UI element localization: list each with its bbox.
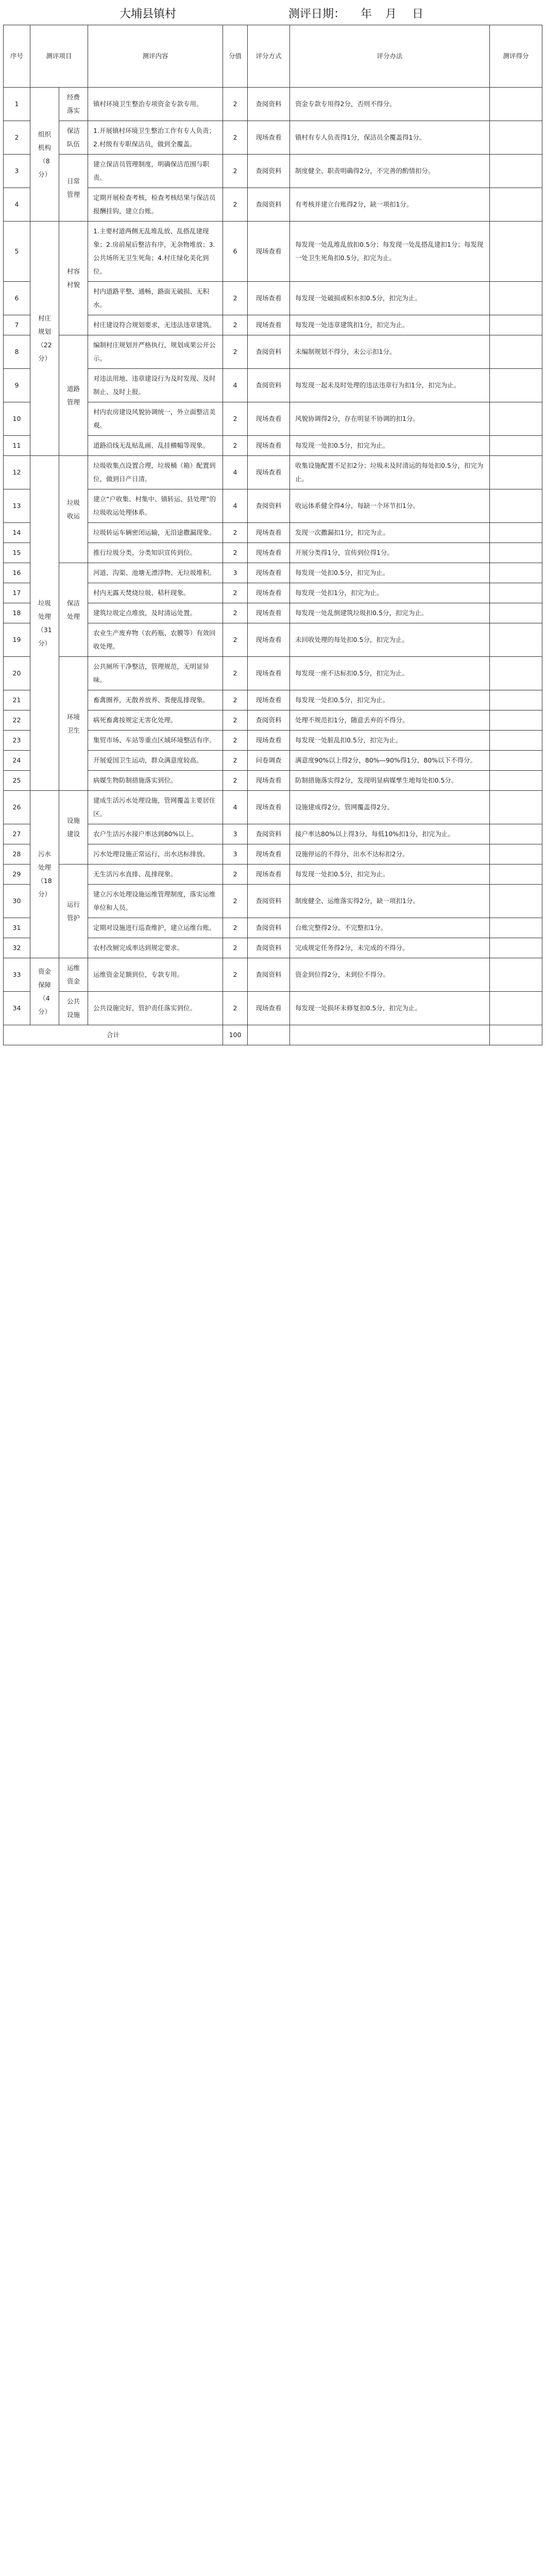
row-score-cell xyxy=(490,918,542,938)
row-content: 集贸市场、车站等重点区域环境整洁有序。 xyxy=(88,731,223,751)
score-table xyxy=(3,25,542,1045)
row-score-cell xyxy=(490,824,542,844)
row-points: 2 xyxy=(223,523,248,543)
row-method: 现场查看 xyxy=(248,992,290,1025)
row-content: 定期对设施进行巡查维护，建立运维台账。 xyxy=(88,918,223,938)
col-content: 测评内容 xyxy=(88,25,223,88)
row-rules: 资金专款专用得2分，否则不得分。 xyxy=(290,88,490,121)
row-score-cell xyxy=(490,690,542,710)
row-number: 10 xyxy=(4,402,30,436)
row-number: 9 xyxy=(4,369,30,402)
subcategory-label: 道路管理 xyxy=(59,335,88,456)
row-rules: 接户率达80%以上得3分，每低10%扣1分，扣完为止。 xyxy=(290,824,490,844)
row-score-cell xyxy=(490,751,542,771)
row-rules: 制度健全、职责明确得2分，不完善的酌情扣分。 xyxy=(290,155,490,188)
row-rules: 每发现一处脏乱扣0.5分，扣完为止。 xyxy=(290,731,490,751)
row-score-cell xyxy=(490,771,542,791)
row-rules: 镇村有专人负责得1分，保洁员全覆盖得1分。 xyxy=(290,121,490,155)
row-points: 6 xyxy=(223,222,248,282)
row-score-cell xyxy=(490,731,542,751)
row-score-cell xyxy=(490,155,542,188)
row-points: 4 xyxy=(223,489,248,523)
row-points: 2 xyxy=(223,771,248,791)
row-content: 1.开展镇村环境卫生整治工作有专人负责；2.村级有专职保洁员，做到全覆盖。 xyxy=(88,121,223,155)
subcategory-label: 环境卫生 xyxy=(59,657,88,791)
row-rules: 未编制规划不得分，未公示扣1分。 xyxy=(290,335,490,369)
row-method: 现场查看 xyxy=(248,282,290,315)
total-label: 合计 xyxy=(4,1025,223,1045)
row-number: 7 xyxy=(4,315,30,335)
row-number: 5 xyxy=(4,222,30,282)
total-method-cell xyxy=(248,1025,290,1045)
row-points: 2 xyxy=(223,282,248,315)
col-score: 测评得分 xyxy=(490,25,542,88)
row-points: 2 xyxy=(223,690,248,710)
section-label: 污水处理（18分） xyxy=(30,791,59,958)
row-content: 农业生产废弃物（农药瓶、农膜等）有效回收处理。 xyxy=(88,623,223,657)
row-method: 现场查看 xyxy=(248,402,290,436)
row-method: 现场查看 xyxy=(248,563,290,583)
row-score-cell xyxy=(490,563,542,583)
row-method: 查阅资料 xyxy=(248,710,290,731)
row-score-cell xyxy=(490,958,542,992)
row-method: 查阅资料 xyxy=(248,489,290,523)
row-rules: 开展分类得1分，宣传到位得1分。 xyxy=(290,543,490,563)
row-points: 4 xyxy=(223,456,248,489)
row-number: 8 xyxy=(4,335,30,369)
row-rules: 资金到位得2分，未到位不得分。 xyxy=(290,958,490,992)
table-row xyxy=(4,155,542,188)
row-number: 2 xyxy=(4,121,30,155)
row-method: 现场查看 xyxy=(248,543,290,563)
row-content: 河道、沟渠、池塘无漂浮物、无垃圾堆积。 xyxy=(88,563,223,583)
total-row xyxy=(4,1025,542,1045)
row-number: 19 xyxy=(4,623,30,657)
col-no: 序号 xyxy=(4,25,30,88)
row-rules: 每发现一处扣0.5分，扣完为止。 xyxy=(290,690,490,710)
row-rules: 每发现一座不达标扣0.5分，扣完为止。 xyxy=(290,657,490,690)
row-score-cell xyxy=(490,992,542,1025)
row-content: 村内农房建设风貌协调统一，外立面整洁美观。 xyxy=(88,402,223,436)
row-method: 现场查看 xyxy=(248,731,290,751)
row-score-cell xyxy=(490,523,542,543)
row-score-cell xyxy=(490,88,542,121)
row-points: 4 xyxy=(223,791,248,824)
row-score-cell xyxy=(490,791,542,824)
row-content: 村庄建设符合规划要求，无违法违章建筑。 xyxy=(88,315,223,335)
col-rules: 评分办法 xyxy=(290,25,490,88)
row-content: 无生活污水直排、乱排现象。 xyxy=(88,865,223,885)
row-content: 公共厕所干净整洁，管理规范，无明显异味。 xyxy=(88,657,223,690)
row-number: 33 xyxy=(4,958,30,992)
row-rules: 处理不规范扣1分，随意丢弃的不得分。 xyxy=(290,710,490,731)
row-content: 道路沿线无乱贴乱画、乱挂横幅等现象。 xyxy=(88,436,223,456)
row-number: 14 xyxy=(4,523,30,543)
row-content: 农村改厕完成率达到规定要求。 xyxy=(88,938,223,958)
row-number: 34 xyxy=(4,992,30,1025)
row-content: 建成生活污水处理设施，管网覆盖主要居住区。 xyxy=(88,791,223,824)
row-method: 现场查看 xyxy=(248,657,290,690)
row-points: 2 xyxy=(223,583,248,603)
row-content: 污水处理设施正常运行，出水达标排放。 xyxy=(88,844,223,865)
row-content: 农户生活污水接户率达到80%以上。 xyxy=(88,824,223,844)
row-rules: 每发现一处扣1分，扣完为止。 xyxy=(290,583,490,603)
row-method: 现场查看 xyxy=(248,456,290,489)
subcategory-label: 运维资金 xyxy=(59,958,88,992)
row-number: 3 xyxy=(4,155,30,188)
row-rules: 每发现一起未及时处理的违法违章行为扣1分，扣完为止。 xyxy=(290,369,490,402)
row-rules: 每发现一处扣0.5分，扣完为止。 xyxy=(290,865,490,885)
row-method: 查阅资料 xyxy=(248,155,290,188)
row-method: 查阅资料 xyxy=(248,958,290,992)
row-number: 13 xyxy=(4,489,30,523)
row-rules: 设施停运的不得分，出水不达标扣2分。 xyxy=(290,844,490,865)
table-row xyxy=(4,563,542,583)
row-score-cell xyxy=(490,456,542,489)
row-content: 开展爱国卫生运动，群众满意度较高。 xyxy=(88,751,223,771)
row-points: 2 xyxy=(223,710,248,731)
row-number: 15 xyxy=(4,543,30,563)
row-number: 6 xyxy=(4,282,30,315)
row-number: 18 xyxy=(4,603,30,623)
row-content: 垃圾收集点设置合理，垃圾桶（箱）配置到位，做到日产日清。 xyxy=(88,456,223,489)
subcategory-label: 保洁队伍 xyxy=(59,121,88,155)
row-rules: 每发现一处扣0.5分，扣完为止。 xyxy=(290,436,490,456)
row-method: 现场查看 xyxy=(248,603,290,623)
row-score-cell xyxy=(490,938,542,958)
row-number: 21 xyxy=(4,690,30,710)
month-label: 月 xyxy=(385,8,397,21)
table-row xyxy=(4,865,542,885)
table-row xyxy=(4,992,542,1025)
row-method: 查阅资料 xyxy=(248,918,290,938)
section-label: 村庄规划（22分） xyxy=(30,222,59,456)
row-content: 定期开展检查考核，检查考核结果与保洁员报酬挂钩，建立台账。 xyxy=(88,188,223,222)
day-label: 日 xyxy=(412,8,424,21)
row-content: 村内道路平整、通畅，路面无破损、无积水。 xyxy=(88,282,223,315)
row-method: 查阅资料 xyxy=(248,369,290,402)
row-method: 现场查看 xyxy=(248,623,290,657)
row-content: 病死畜禽按规定无害化处理。 xyxy=(88,710,223,731)
row-content: 垃圾转运车辆密闭运输，无沿途撒漏现象。 xyxy=(88,523,223,543)
row-method: 查阅资料 xyxy=(248,824,290,844)
row-points: 2 xyxy=(223,751,248,771)
subcategory-label: 经费落实 xyxy=(59,88,88,121)
row-number: 32 xyxy=(4,938,30,958)
row-points: 2 xyxy=(223,121,248,155)
total-rules-cell xyxy=(290,1025,490,1045)
row-method: 查阅资料 xyxy=(248,188,290,222)
table-row xyxy=(4,791,542,824)
row-points: 2 xyxy=(223,88,248,121)
row-rules: 完成规定任务得2分，未完成的不得分。 xyxy=(290,938,490,958)
row-points: 2 xyxy=(223,885,248,918)
row-points: 3 xyxy=(223,824,248,844)
row-score-cell xyxy=(490,489,542,523)
row-method: 查阅资料 xyxy=(248,335,290,369)
row-number: 25 xyxy=(4,771,30,791)
table-row xyxy=(4,121,542,155)
row-points: 2 xyxy=(223,623,248,657)
section-label: 垃圾处理（31分） xyxy=(30,456,59,791)
row-rules: 台账完整得2分，不完整扣1分。 xyxy=(290,918,490,938)
row-score-cell xyxy=(490,844,542,865)
row-content: 村内无露天焚烧垃圾、秸秆现象。 xyxy=(88,583,223,603)
row-score-cell xyxy=(490,188,542,222)
row-score-cell xyxy=(490,436,542,456)
row-points: 2 xyxy=(223,436,248,456)
row-method: 现场查看 xyxy=(248,865,290,885)
row-method: 查阅资料 xyxy=(248,88,290,121)
row-content: 镇村环境卫生整治专项资金专款专用。 xyxy=(88,88,223,121)
row-points: 2 xyxy=(223,938,248,958)
row-points: 2 xyxy=(223,992,248,1025)
row-rules: 满意度90%以上得2分，80%—90%得1分，80%以下不得分。 xyxy=(290,751,490,771)
row-points: 2 xyxy=(223,958,248,992)
row-content: 1.主要村道两侧无乱堆乱放、乱搭乱建现象；2.房前屋后整洁有序，无杂物堆放；3.公共场所无卫生死角；4.村庄绿化美化到位。 xyxy=(88,222,223,282)
row-score-cell xyxy=(490,282,542,315)
row-points: 2 xyxy=(223,731,248,751)
row-points: 3 xyxy=(223,844,248,865)
row-score-cell xyxy=(490,623,542,657)
row-score-cell xyxy=(490,369,542,402)
row-score-cell xyxy=(490,222,542,282)
row-number: 20 xyxy=(4,657,30,690)
row-score-cell xyxy=(490,657,542,690)
row-content: 对违法用地、违章建设行为及时发现、及时制止、及时上报。 xyxy=(88,369,223,402)
row-rules: 每发现一处违章建筑扣1分，扣完为止。 xyxy=(290,315,490,335)
row-score-cell xyxy=(490,603,542,623)
subcategory-label: 日常管理 xyxy=(59,155,88,222)
row-content: 建立“户收集、村集中、镇转运、县处理”的垃圾收运处理体系。 xyxy=(88,489,223,523)
table-row xyxy=(4,958,542,992)
row-content: 编制村庄规划并严格执行，规划成果公开公示。 xyxy=(88,335,223,369)
row-points: 2 xyxy=(223,603,248,623)
row-number: 29 xyxy=(4,865,30,885)
row-points: 2 xyxy=(223,402,248,436)
subcategory-label: 垃圾收运 xyxy=(59,456,88,563)
row-method: 现场查看 xyxy=(248,121,290,155)
row-content: 建筑垃圾定点堆放，及时清运处置。 xyxy=(88,603,223,623)
village-title: 大埔县镇村 xyxy=(120,8,177,21)
row-method: 现场查看 xyxy=(248,844,290,865)
row-number: 27 xyxy=(4,824,30,844)
row-number: 31 xyxy=(4,918,30,938)
row-number: 17 xyxy=(4,583,30,603)
subcategory-label: 运行管护 xyxy=(59,865,88,958)
section-label: 资金保障（4分） xyxy=(30,958,59,1025)
row-number: 28 xyxy=(4,844,30,865)
row-score-cell xyxy=(490,315,542,335)
row-points: 2 xyxy=(223,335,248,369)
row-score-cell xyxy=(490,710,542,731)
row-rules: 每发现一处损坏未修复扣0.5分，扣完为止。 xyxy=(290,992,490,1025)
row-method: 现场查看 xyxy=(248,222,290,282)
row-method: 现场查看 xyxy=(248,436,290,456)
row-rules: 设施建成得2分，管网覆盖得2分。 xyxy=(290,791,490,824)
header-row xyxy=(4,25,542,88)
table-row xyxy=(4,88,542,121)
total-score-cell xyxy=(490,1025,542,1045)
row-score-cell xyxy=(490,543,542,563)
row-content: 运维资金足额到位，专款专用。 xyxy=(88,958,223,992)
row-rules: 制度健全、运维落实得2分，缺一项扣1分。 xyxy=(290,885,490,918)
row-points: 2 xyxy=(223,543,248,563)
row-points: 2 xyxy=(223,918,248,938)
row-rules: 收集设施配置不足扣2分；垃圾未及时清运的每处扣0.5分，扣完为止。 xyxy=(290,456,490,489)
row-points: 2 xyxy=(223,155,248,188)
row-method: 现场查看 xyxy=(248,523,290,543)
row-number: 12 xyxy=(4,456,30,489)
row-number: 4 xyxy=(4,188,30,222)
row-points: 2 xyxy=(223,188,248,222)
row-number: 16 xyxy=(4,563,30,583)
row-rules: 发现一次撒漏扣1分，扣完为止。 xyxy=(290,523,490,543)
row-score-cell xyxy=(490,402,542,436)
row-content: 病媒生物防制措施落实到位。 xyxy=(88,771,223,791)
row-number: 24 xyxy=(4,751,30,771)
row-rules: 有考核并建立台账得2分，缺一项扣1分。 xyxy=(290,188,490,222)
row-score-cell xyxy=(490,335,542,369)
subcategory-label: 公共设施 xyxy=(59,992,88,1025)
date-label: 测评日期： xyxy=(288,8,346,21)
row-number: 22 xyxy=(4,710,30,731)
total-points: 100 xyxy=(223,1025,248,1045)
row-method: 现场查看 xyxy=(248,791,290,824)
subcategory-label: 保洁处理 xyxy=(59,563,88,657)
row-score-cell xyxy=(490,583,542,603)
row-content: 推行垃圾分类，分类知识宣传到位。 xyxy=(88,543,223,563)
year-label: 年 xyxy=(361,8,372,21)
row-points: 2 xyxy=(223,865,248,885)
section-label: 组织机构（8分） xyxy=(30,88,59,222)
table-row xyxy=(4,222,542,282)
row-method: 现场查看 xyxy=(248,690,290,710)
row-rules: 收运体系健全得4分，每缺一个环节扣1分。 xyxy=(290,489,490,523)
row-number: 11 xyxy=(4,436,30,456)
row-content: 建立污水处理设施运维管理制度，落实运维单位和人员。 xyxy=(88,885,223,918)
table-row xyxy=(4,456,542,489)
row-rules: 风貌协调得2分，存在明显不协调的扣1分。 xyxy=(290,402,490,436)
col-category: 测评项目 xyxy=(30,25,88,88)
row-rules: 防制措施落实得2分，发现明显病媒孳生地每处扣0.5分。 xyxy=(290,771,490,791)
subcategory-label: 村容村貌 xyxy=(59,222,88,335)
row-rules: 每发现一处破损或积水扣0.5分，扣完为止。 xyxy=(290,282,490,315)
row-rules: 每发现一处扣0.5分，扣完为止。 xyxy=(290,563,490,583)
document-header xyxy=(0,0,546,24)
row-method: 查阅资料 xyxy=(248,938,290,958)
row-method: 查阅资料 xyxy=(248,885,290,918)
row-method: 问卷调查 xyxy=(248,751,290,771)
row-score-cell xyxy=(490,865,542,885)
row-points: 4 xyxy=(223,369,248,402)
table-row xyxy=(4,657,542,690)
row-number: 26 xyxy=(4,791,30,824)
row-content: 建立保洁员管理制度，明确保洁范围与职责。 xyxy=(88,155,223,188)
table-row xyxy=(4,335,542,369)
row-content: 公共设施完好，管护责任落实到位。 xyxy=(88,992,223,1025)
subcategory-label: 设施建设 xyxy=(59,791,88,865)
row-method: 现场查看 xyxy=(248,771,290,791)
col-method: 评分方式 xyxy=(248,25,290,88)
row-method: 现场查看 xyxy=(248,583,290,603)
row-rules: 每发现一处乱倒建筑垃圾扣0.5分，扣完为止。 xyxy=(290,603,490,623)
row-method: 现场查看 xyxy=(248,315,290,335)
col-points: 分值 xyxy=(223,25,248,88)
row-score-cell xyxy=(490,121,542,155)
row-content: 畜禽圈养，无散养放养、粪便乱排现象。 xyxy=(88,690,223,710)
row-number: 1 xyxy=(4,88,30,121)
row-score-cell xyxy=(490,885,542,918)
row-rules: 每发现一处乱堆乱放扣0.5分；每发现一处乱搭乱建扣1分；每发现一处卫生死角扣0.5分，扣完为止。 xyxy=(290,222,490,282)
row-points: 2 xyxy=(223,657,248,690)
row-number: 30 xyxy=(4,885,30,918)
row-points: 3 xyxy=(223,563,248,583)
row-points: 2 xyxy=(223,315,248,335)
row-number: 23 xyxy=(4,731,30,751)
row-rules: 未回收处理的每处扣0.5分，扣完为止。 xyxy=(290,623,490,657)
table-body xyxy=(4,88,542,1045)
